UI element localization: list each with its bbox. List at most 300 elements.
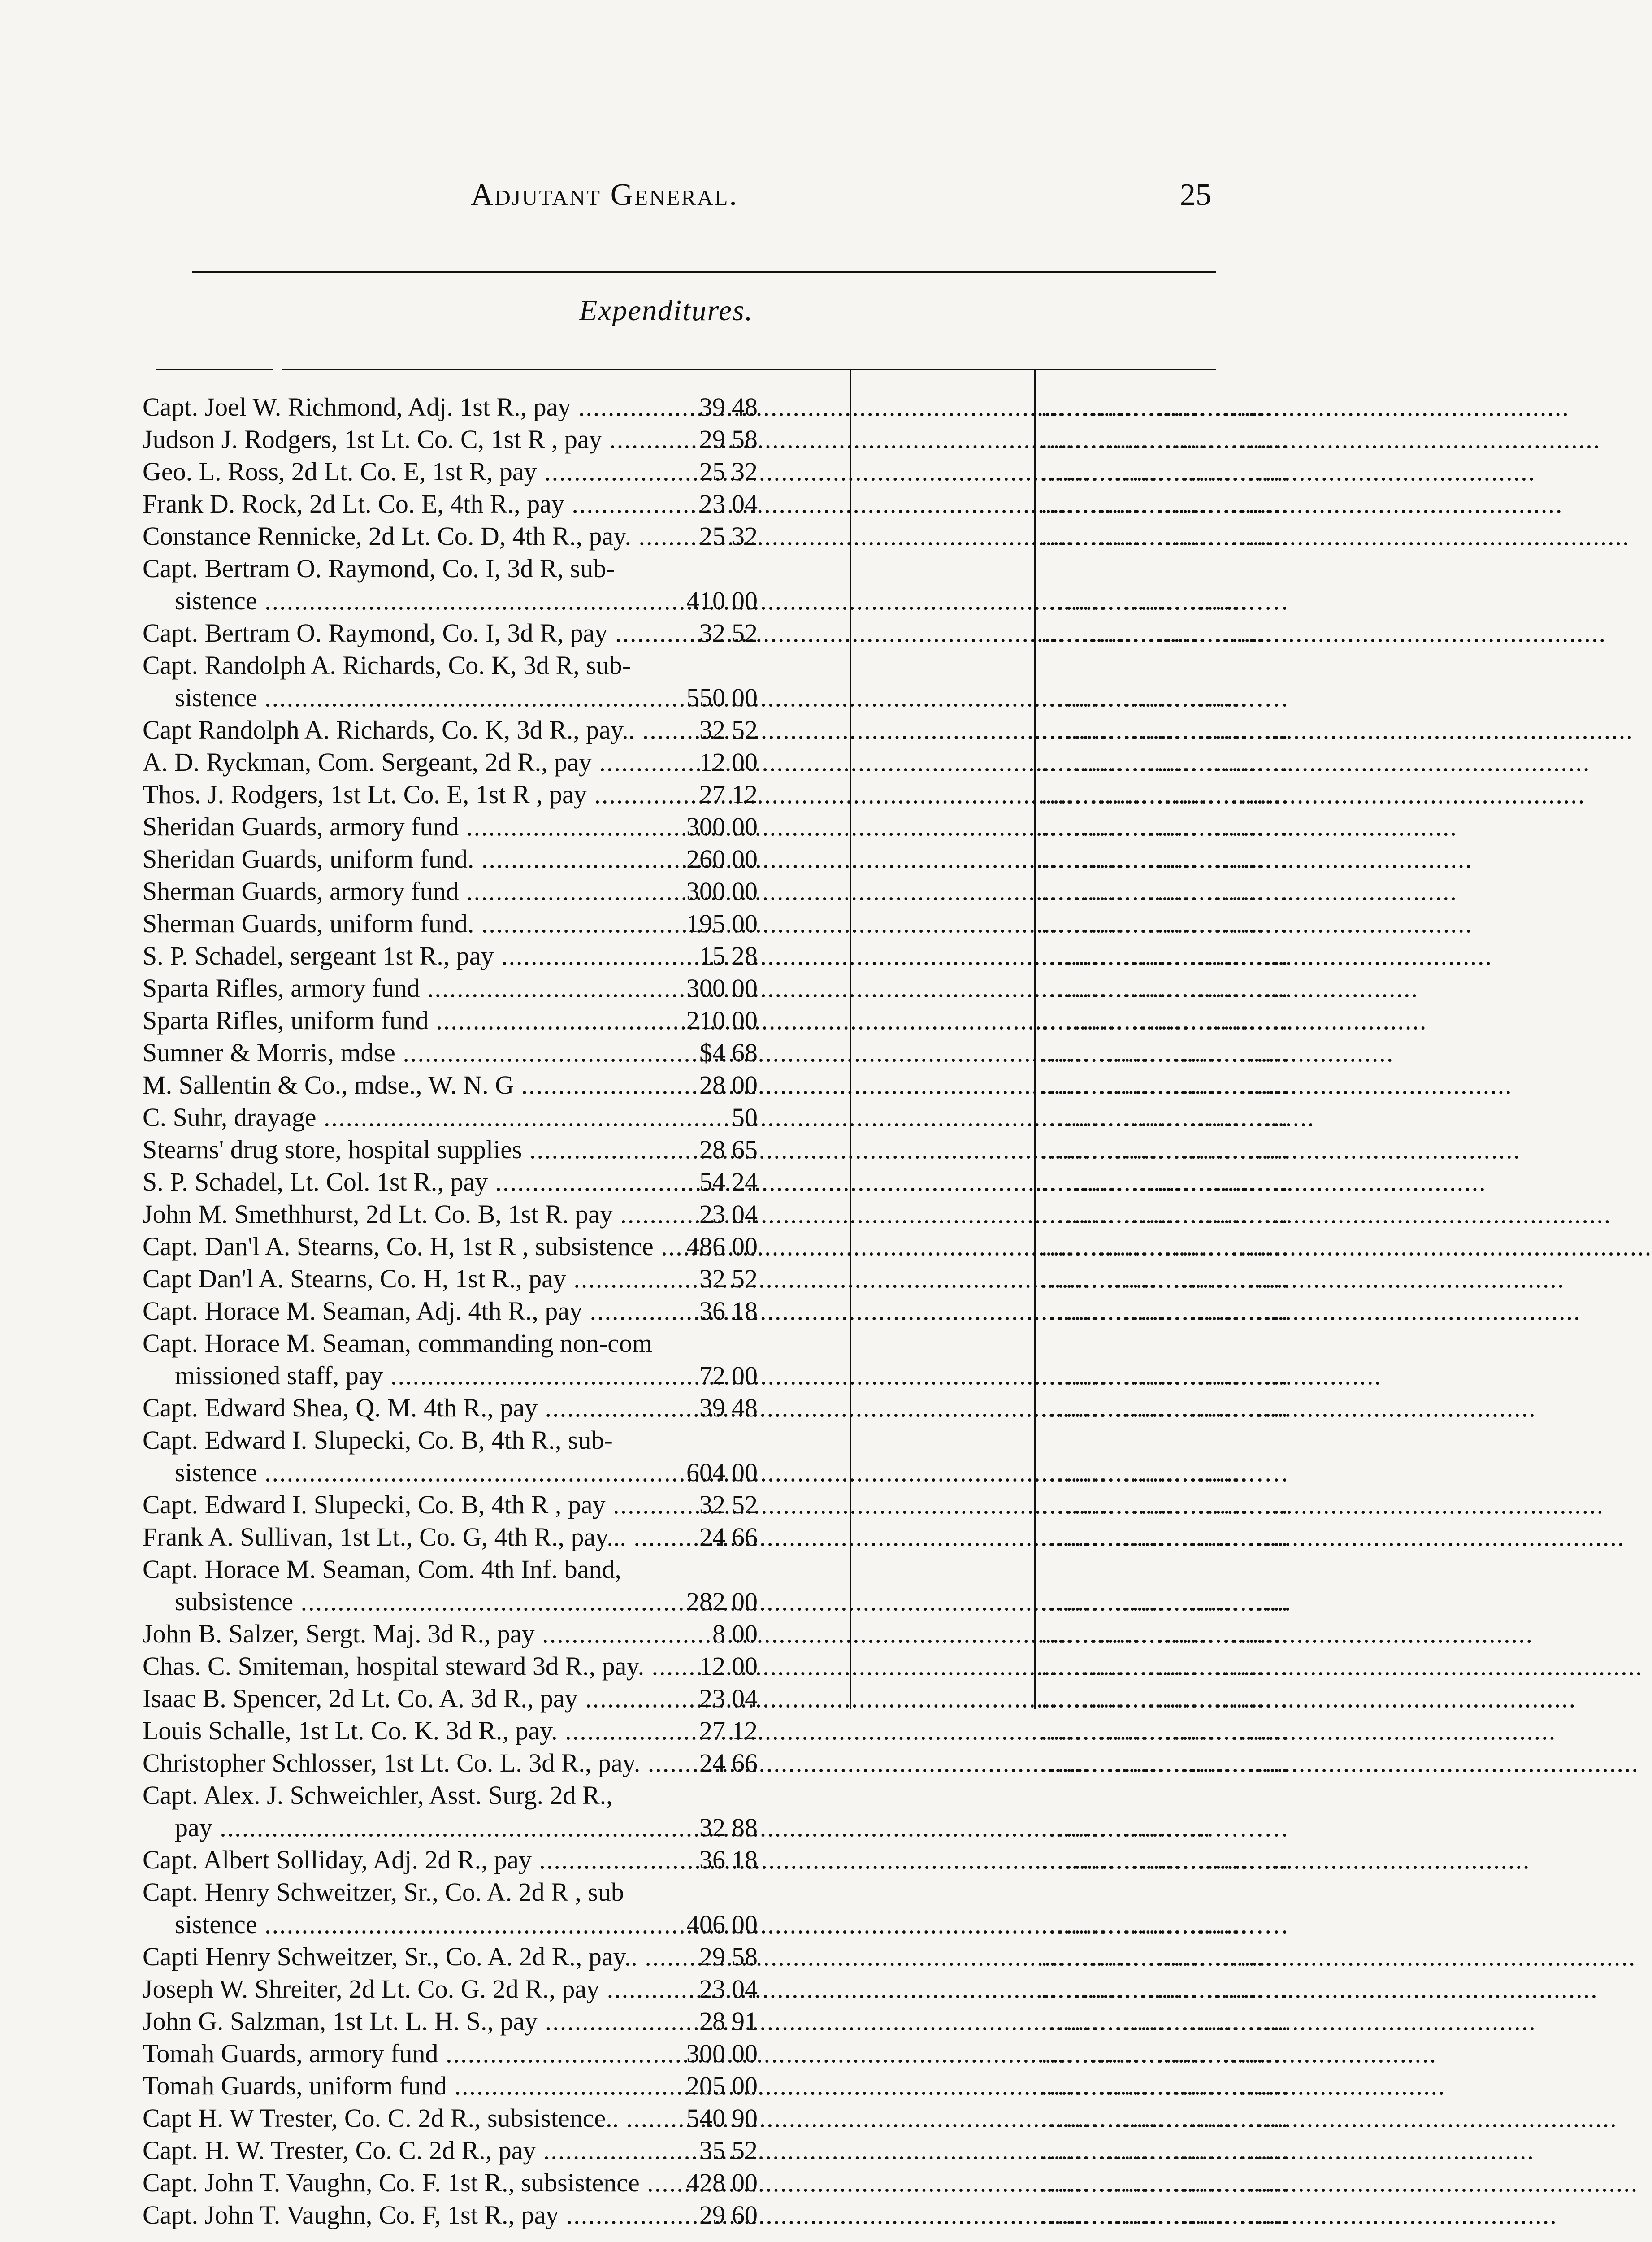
entry-amount [650,456,758,488]
entry-amount [650,1586,758,1618]
entry-text-line: pay ..... [143,1812,842,1844]
entry-text-line: John M. Smethhurst, 2d Lt. Co. B, 1st R. pay ..... [143,1198,842,1230]
leader-dots: .............................. [1041,812,1290,841]
entry-text-line: sistence ..... [143,1908,842,1941]
expenditure-entry [143,1747,1290,1779]
leader-dots: .............................. [1041,1393,1290,1422]
entry-text-line: Tomah Guards, uniform fund ..... [143,2070,842,2102]
expenditure-entry [143,2070,1290,2102]
expenditure-entry [143,552,1290,617]
leader-dots: .............................. [1041,973,1290,1003]
entry-amount [650,1198,758,1230]
amount-cents: 04 [732,1974,758,2003]
entry-text-line: Constance Rennicke, 2d Lt. Co. D, 4th R., pay. ..... [143,520,842,552]
leader-dots: .............................. [1041,1199,1290,1229]
amount-cents: 12 [732,1716,758,1745]
amount-dollars: 210 [686,1006,725,1035]
amount-cents: 00 [732,909,758,938]
entry-text-line: M. Sallentin & Co., mdse., W. N. G ..... [143,1069,842,1101]
leader-dots: .............................. [1041,1167,1290,1196]
leader-dots: .............................. [1041,2007,1290,2036]
table-rule-right [282,369,1216,370]
amount-dollars: 25 [699,457,725,486]
amount-cents: 66 [732,1522,758,1551]
expenditure-entry [143,1618,1290,1650]
entry-text-line: A. D. Ryckman, Com. Sergeant, 2d R., pay ..... [143,746,842,778]
leader-dots: .............................. [1041,909,1290,938]
expenditure-entry [143,714,1290,746]
amount-cents: 04 [732,489,758,518]
entry-text-line: sistence ..... [143,1456,842,1489]
amount-dollars: 260 [686,844,725,873]
entry-amount [650,585,758,617]
expenditure-entry [143,2134,1290,2167]
entry-text-line: Christopher Schlosser, 1st Lt. Co. L. 3d R., pay. ..... [143,1747,842,1779]
running-title: Adjutant General. [471,178,738,212]
leader-dots: .............................. [1041,941,1290,970]
expenditure-entry [143,778,1290,811]
amount-cents: 00 [732,747,758,777]
expenditure-entry [143,1489,1290,1521]
amount-cents: 00 [732,1070,758,1099]
entry-amount [650,2038,758,2070]
leader-dots: .............................. [1041,1910,1290,1939]
entry-amount [650,1456,758,1489]
expenditure-entry [143,488,1290,520]
amount-dollars: 28 [699,2007,725,2036]
entry-text-line: Capt. John T. Vaughn, Co. F. 1st R., subsistence ..... [143,2167,842,2199]
entry-text-line: John G. Salzman, 1st Lt. L. H. S., pay ..... [143,2005,842,2038]
expenditure-entry [143,1134,1290,1166]
amount-dollars: 32 [699,1264,725,1293]
amount-cents: 00 [732,1458,758,1487]
amount-dollars: 36 [699,1296,725,1325]
amount-dollars: 205 [686,2071,725,2100]
leader-dots: .............................. [1041,586,1290,615]
leader-dots: .............................. [1041,844,1290,873]
expenditure-entry [143,811,1290,843]
amount-dollars: 32 [699,715,725,744]
entry-amount [650,2167,758,2199]
amount-dollars: 195 [686,909,725,938]
amount-dollars: 25 [699,521,725,551]
amount-cents: 00 [732,844,758,873]
entry-amount [650,2199,758,2231]
entry-text-line: Capt. Joel W. Richmond, Adj. 1st R., pay ..... [143,391,842,423]
expenditure-entry [143,1682,1290,1715]
amount-dollars: 15 [699,941,725,970]
entry-text-line: Capt. Horace M. Seaman, Com. 4th Inf. band, [143,1555,621,1584]
entry-text-line: S. P. Schadel, sergeant 1st R., pay ..... [143,940,842,972]
amount-dollars: 29 [699,425,725,454]
expenditure-entry [143,1263,1290,1295]
entry-text-line: S. P. Schadel, Lt. Col. 1st R., pay ..... [143,1166,842,1198]
expenditure-entry [143,1230,1290,1263]
entry-text-line: Sherman Guards, uniform fund. ..... [143,908,842,940]
entry-text-line: Capt. Henry Schweitzer, Sr., Co. A. 2d R , sub [143,1877,624,1907]
leader-dots: .............................. [1041,780,1290,809]
amount-dollars: 428 [686,2168,725,2197]
leader-dots: .............................. [1041,1619,1290,1648]
entry-amount [650,1489,758,1521]
leader-dots: .............................. [1041,392,1290,421]
entry-amount [650,811,758,843]
amount-dollars: 23 [699,489,725,518]
entry-amount [650,2005,758,2038]
entry-text-line: Capt H. W Trester, Co. C. 2d R., subsistence.. ..... [143,2102,842,2134]
amount-dollars: 23 [699,1199,725,1229]
expenditure-entry [143,1166,1290,1198]
entry-text-line: C. Suhr, drayage ..... [143,1101,842,1134]
amount-cents: 48 [732,392,758,421]
expenditure-entry [143,2199,1290,2231]
amount-cents: 52 [732,618,758,647]
entry-text-line: Capt. John T. Vaughn, Co. F, 1st R., pay ..... [143,2199,842,2231]
leader-dots: .............................. [1041,2200,1290,2229]
leader-dots: .............................. [1041,1135,1290,1164]
amount-dollars: 12 [699,747,725,777]
amount-dollars: 24 [699,1748,725,1777]
leader-dots: .............................. [1041,1103,1290,1132]
amount-cents: 00 [732,1619,758,1648]
amount-cents: 00 [732,877,758,906]
entry-text-line: Capt. Albert Solliday, Adj. 2d R., pay ..... [143,1844,842,1876]
expenditure-entry [143,1069,1290,1101]
amount-dollars: 39 [699,1393,725,1422]
amount-cents: 24 [732,1167,758,1196]
entry-text-line: subsistence ..... [143,1586,842,1618]
amount-dollars: 28 [699,1135,725,1164]
entry-text-line: Stearns' drug store, hospital supplies ..... [143,1134,842,1166]
entry-amount [650,875,758,908]
leader-dots: .............................. [1041,1716,1290,1745]
section-heading: Expenditures. [579,294,754,327]
amount-cents: 00 [732,2071,758,2100]
expenditure-entry [143,1553,1290,1618]
entry-amount [650,1392,758,1424]
amount-dollars: 32 [699,1490,725,1519]
entry-amount [650,391,758,423]
expenditure-entry [143,391,1290,423]
entry-amount [650,520,758,552]
amount-dollars: 29 [699,1942,725,1971]
amount-dollars: 27 [699,1716,725,1745]
entry-amount [650,1295,758,1327]
entry-text-line: Capt. Bertram O. Raymond, Co. I, 3d R, pay ..... [143,617,842,649]
expenditure-entry [143,746,1290,778]
amount-dollars: $4 [699,1038,725,1067]
entry-amount [650,1908,758,1941]
expenditure-entry [143,2038,1290,2070]
amount-cents: 12 [732,780,758,809]
expenditure-entry [143,1521,1290,1553]
leader-dots: .............................. [1041,2168,1290,2197]
amount-dollars: 39 [699,392,725,421]
amount-cents: 00 [732,1232,758,1261]
leader-dots: .............................. [1041,1070,1290,1099]
amount-cents: 48 [732,1393,758,1422]
amount-dollars: 486 [686,1232,725,1261]
entry-amount [650,1263,758,1295]
table-rule-left [156,369,273,370]
entry-amount [650,1844,758,1876]
entry-amount [650,1101,758,1134]
amount-cents: 00 [732,1651,758,1681]
expenditure-entry [143,1392,1290,1424]
amount-cents: 00 [732,2039,758,2068]
entry-amount [650,940,758,972]
entry-amount [650,423,758,456]
entry-text-line: Sparta Rifles, uniform fund ..... [143,1004,842,1037]
entry-amount [650,1715,758,1747]
entry-text-line: Chas. C. Smiteman, hospital steward 3d R., pay. ..... [143,1650,842,1682]
entry-text-line: Capt. Edward I. Slupecki, Co. B, 4th R., sub- [143,1425,613,1455]
entry-amount [650,1521,758,1553]
entry-text-line: Sheridan Guards, uniform fund. ..... [143,843,842,875]
amount-dollars: 300 [686,2039,725,2068]
entry-amount [650,908,758,940]
expenditure-entry [143,520,1290,552]
amount-dollars: 300 [686,877,725,906]
amount-cents: 00 [732,1361,758,1390]
leader-dots: .............................. [1041,1458,1290,1487]
entry-amount [650,2102,758,2134]
entry-amount [650,1230,758,1263]
amount-cents: 68 [732,1038,758,1067]
amount-dollars: 406 [686,1910,725,1939]
entry-amount [650,1069,758,1101]
entry-text-line: Capt. Bertram O. Raymond, Co. I, 3d R, sub- [143,554,615,583]
leader-dots: .............................. [1041,1813,1290,1842]
entry-amount [650,682,758,714]
amount-cents: 18 [732,1296,758,1325]
leader-dots: .............................. [1041,1942,1290,1971]
entry-amount [650,2070,758,2102]
leader-dots: .............................. [1041,2136,1290,2165]
leader-dots: .............................. [1041,1974,1290,2003]
leader-dots: .............................. [1041,1038,1290,1067]
amount-cents: 00 [732,973,758,1003]
entry-text-line: Capt Dan'l A. Stearns, Co. H, 1st R., pay ..... [143,1263,842,1295]
amount-dollars: 300 [686,812,725,841]
leader-dots: .............................. [1041,1006,1290,1035]
expenditure-entry [143,1037,1290,1069]
amount-dollars: 24 [699,1522,725,1551]
entry-text-line: Sherman Guards, armory fund ..... [143,875,842,908]
entry-text-line: Capt. Edward Shea, Q. M. 4th R., pay ..... [143,1392,842,1424]
leader-dots: .............................. [1041,877,1290,906]
amount-cents: 00 [732,1587,758,1616]
expenditure-entry [143,1101,1290,1134]
entry-text-line: Capt. Randolph A. Richards, Co. K, 3d R, sub- [143,651,631,680]
entry-text-line: Tomah Guards, armory fund ..... [143,2038,842,2070]
expenditure-entry [143,1973,1290,2005]
leader-dots: .............................. [1041,1232,1290,1261]
expenditure-entry [143,1004,1290,1037]
leader-dots: .............................. [1041,747,1290,777]
entry-text-line: Sheridan Guards, armory fund ..... [143,811,842,843]
amount-cents: 50 [732,1103,758,1132]
expenditure-entry [143,972,1290,1004]
leader-dots: .............................. [1041,425,1290,454]
entry-text-line: Capt. H. W. Trester, Co. C. 2d R., pay ..... [143,2134,842,2167]
amount-cents: 52 [732,2136,758,2165]
expenditure-entry [143,1327,1290,1392]
amount-cents: 32 [732,457,758,486]
entry-amount [650,746,758,778]
amount-dollars: 28 [699,1070,725,1099]
expenditure-entry [143,1715,1290,1747]
entry-amount [650,1747,758,1779]
entry-amount [650,1004,758,1037]
amount-cents: 00 [732,1006,758,1035]
entry-text-line: Louis Schalle, 1st Lt. Co. K. 3d R., pay. ..... [143,1715,842,1747]
entry-amount [650,1134,758,1166]
leader-dots: .............................. [1041,618,1290,647]
expenditure-entry [143,1844,1290,1876]
leader-dots: .............................. [1041,1748,1290,1777]
entry-text-line: sistence ..... [143,682,842,714]
page-number: 25 [1180,178,1211,212]
entry-text-line: Thos. J. Rodgers, 1st Lt. Co. E, 1st R , pay ..... [143,778,842,811]
entry-text-line: Sparta Rifles, armory fund ..... [143,972,842,1004]
entry-text-line: Capt. Edward I. Slupecki, Co. B, 4th R , pay ..... [143,1489,842,1521]
amount-dollars: 282 [686,1587,725,1616]
leader-dots: .............................. [1041,1845,1290,1874]
entry-amount [650,1682,758,1715]
amount-dollars: 32 [699,1813,725,1842]
amount-cents: 65 [732,1135,758,1164]
entry-text-line: Capt Randolph A. Richards, Co. K, 3d R., pay.. ..... [143,714,842,746]
expenditure-entry [143,1198,1290,1230]
leader-dots: .............................. [1041,1651,1290,1681]
entry-amount [650,1166,758,1198]
leader-dots: .............................. [1041,1296,1290,1325]
entry-text-line: Capt. Horace M. Seaman, commanding non-com [143,1329,653,1358]
entry-text-line: Frank D. Rock, 2d Lt. Co. E, 4th R., pay ..... [143,488,842,520]
expenditure-entry [143,617,1290,649]
amount-cents: 00 [732,586,758,615]
amount-cents: 91 [732,2007,758,2036]
entry-text-line: Geo. L. Ross, 2d Lt. Co. E, 1st R, pay ..... [143,456,842,488]
amount-cents: 00 [732,812,758,841]
expenditure-entry [143,843,1290,875]
entry-amount [650,2134,758,2167]
expenditure-entry [143,940,1290,972]
amount-dollars: 23 [699,1684,725,1713]
leader-dots: .............................. [1041,1264,1290,1293]
header-rule [192,271,1216,273]
amount-cents: 18 [732,1845,758,1874]
amount-dollars: 72 [699,1361,725,1390]
amount-dollars: 35 [699,2136,725,2165]
entry-text-line: Capt. Alex. J. Schweichler, Asst. Surg. 2d R., [143,1781,613,1810]
leader-dots: .............................. [1041,489,1290,518]
expenditure-entry [143,2167,1290,2199]
expenditure-entry [143,2005,1290,2038]
leader-dots: .............................. [1041,1684,1290,1713]
amount-dollars: 27 [699,780,725,809]
amount-cents: 58 [732,1942,758,1971]
entry-text-line: missioned staff, pay ..... [143,1360,842,1392]
amount-cents: 52 [732,1490,758,1519]
entry-text-line: sistence ..... [143,585,842,617]
amount-dollars: 32 [699,618,725,647]
entry-amount [650,1812,758,1844]
expenditure-entry [143,1779,1290,1844]
expenditure-entry [143,1941,1290,1973]
amount-cents: 32 [732,521,758,551]
amount-dollars: 12 [699,1651,725,1681]
leader-dots: .............................. [1041,521,1290,551]
leader-dots: .............................. [1041,683,1290,712]
entry-amount [650,1650,758,1682]
entry-amount [650,1973,758,2005]
expenditure-entry [143,1876,1290,1941]
expenditure-entry [143,1295,1290,1327]
amount-cents: 04 [732,1684,758,1713]
leader-dots: .............................. [1041,2071,1290,2100]
entry-text-line: John B. Salzer, Sergt. Maj. 3d R., pay ..... [143,1618,842,1650]
entry-amount [650,972,758,1004]
amount-dollars: 300 [686,973,725,1003]
entry-text-line: Frank A. Sullivan, 1st Lt., Co. G, 4th R., pay... ..... [143,1521,842,1553]
amount-dollars: 540 [686,2103,725,2133]
entry-amount [650,714,758,746]
amount-dollars: 604 [686,1458,725,1487]
expenditure-entry [143,1424,1290,1489]
amount-cents: 00 [732,2168,758,2197]
entry-text-line: Capti Henry Schweitzer, Sr., Co. A. 2d R., pay.. ..... [143,1941,842,1973]
amount-dollars: 23 [699,1974,725,2003]
leader-dots: .............................. [1041,1587,1290,1616]
amount-cents: 90 [732,2103,758,2133]
entry-text-line: Judson J. Rodgers, 1st Lt. Co. C, 1st R , pay ..... [143,423,842,456]
entry-amount [650,843,758,875]
amount-cents: 04 [732,1199,758,1229]
expenditure-entry [143,2102,1290,2134]
leader-dots: .............................. [1041,1361,1290,1390]
entry-text-line: Isaac B. Spencer, 2d Lt. Co. A. 3d R., pay ..... [143,1682,842,1715]
expenditure-entry [143,1650,1290,1682]
amount-dollars: 36 [699,1845,725,1874]
amount-dollars: 54 [699,1167,725,1196]
entry-amount [650,1941,758,1973]
amount-dollars: 29 [699,2200,725,2229]
leader-dots: .............................. [1041,715,1290,744]
entry-amount [650,1360,758,1392]
amount-cents: 52 [732,715,758,744]
amount-cents: 00 [732,1910,758,1939]
entry-amount [650,778,758,811]
entry-amount [650,1618,758,1650]
entry-amount [650,617,758,649]
leader-dots: .............................. [1041,2103,1290,2133]
amount-dollars: 410 [686,586,725,615]
expenditure-entry [143,649,1290,714]
entry-amount [650,488,758,520]
entry-text-line: Sumner & Morris, mdse ..... [143,1037,842,1069]
amount-cents: 60 [732,2200,758,2229]
leader-dots: .............................. [1041,1490,1290,1519]
amount-cents: 88 [732,1813,758,1842]
leader-dots: .............................. [1041,2039,1290,2068]
expenditure-entry [143,875,1290,908]
leader-dots: .............................. [1041,1522,1290,1551]
entry-amount [650,1037,758,1069]
amount-cents: 28 [732,941,758,970]
leader-dots: .............................. [1041,457,1290,486]
